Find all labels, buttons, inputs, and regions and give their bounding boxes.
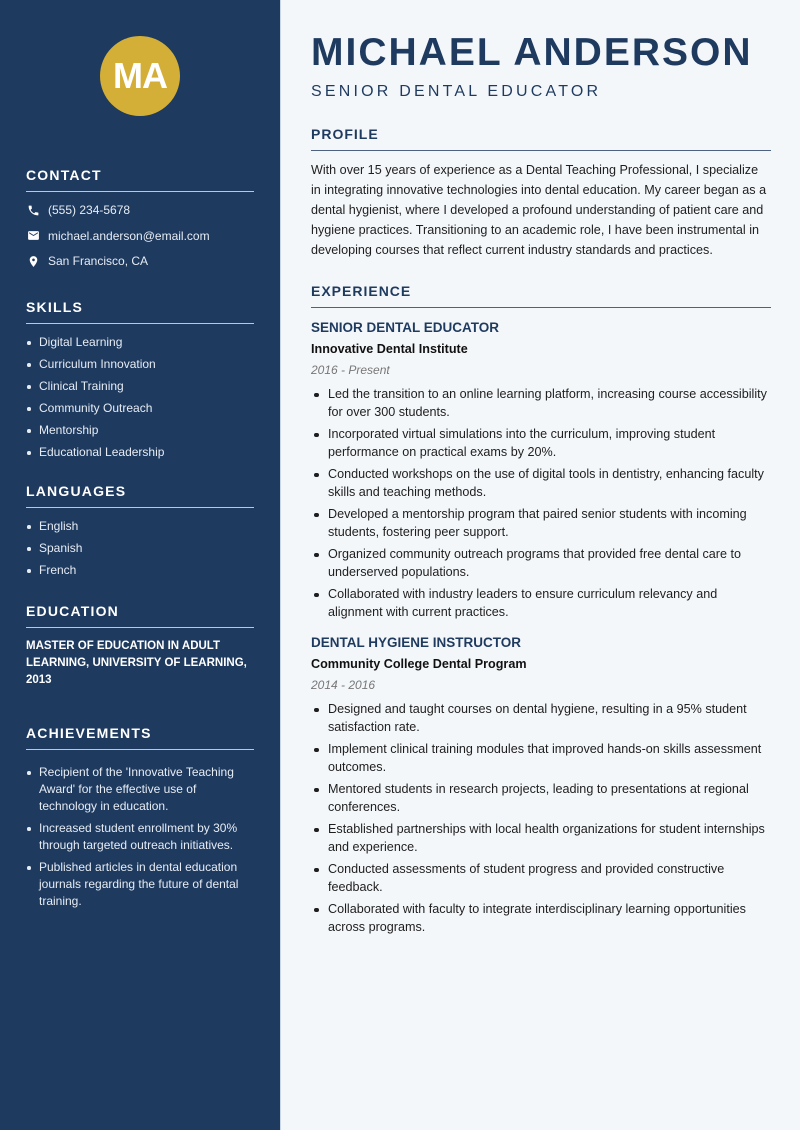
skill-item: Clinical Training (26, 378, 254, 395)
profile-section (311, 126, 771, 260)
job-entry (311, 319, 771, 621)
job-dates: 2014 - 2016 (311, 678, 376, 692)
section-title-experience: EXPERIENCE (311, 283, 771, 308)
section-title-contact: CONTACT (26, 167, 254, 192)
achievements-section (26, 725, 254, 910)
language-item: French (26, 562, 254, 579)
job-bullet: Organized community outreach programs that provided free dental care to underserved populations. (311, 545, 771, 581)
avatar (100, 36, 180, 116)
achievements-list (26, 764, 254, 910)
skill-item: Digital Learning (26, 334, 254, 351)
achievement-item: Published articles in dental education journals regarding the future of dental training. (26, 859, 254, 910)
skills-list (26, 334, 254, 461)
job-bullet: Established partnerships with local health organizations for student internships and experience. (311, 820, 771, 856)
skill-item: Community Outreach (26, 400, 254, 417)
section-title-skills: SKILLS (26, 299, 254, 324)
contact-email (26, 228, 254, 244)
job-bullet: Collaborated with faculty to integrate interdisciplinary learning opportunities across programs. (311, 900, 771, 936)
job-bullet: Collaborated with industry leaders to ensure curriculum relevancy and alignment with current practices. (311, 585, 771, 621)
main-content (280, 0, 800, 1130)
phone-icon (26, 203, 40, 217)
job-bullet: Mentored students in research projects, leading to presentations at regional conferences. (311, 780, 771, 816)
job-title: DENTAL HYGIENE INSTRUCTOR (311, 635, 522, 650)
job-bullet: Incorporated virtual simulations into the curriculum, improving student performance on practical exams by 20%. (311, 425, 771, 461)
job-bullets (311, 700, 771, 936)
email-icon (26, 229, 40, 243)
language-item: English (26, 518, 254, 535)
candidate-name: MICHAEL ANDERSON (311, 31, 753, 74)
job-title: SENIOR DENTAL EDUCATOR (311, 320, 500, 335)
job-bullet: Implement clinical training modules that improved hands-on skills assessment outcomes. (311, 740, 771, 776)
languages-list (26, 518, 254, 579)
job-bullets (311, 385, 771, 621)
contact-location-text: San Francisco, CA (48, 254, 149, 268)
job-entry (311, 634, 771, 936)
education-entry: MASTER OF EDUCATION IN ADULT LEARNING, UNIVERSITY OF LEARNING, 2013 (26, 640, 247, 686)
achievement-item: Increased student enrollment by 30% through targeted outreach initiatives. (26, 820, 254, 854)
job-company: Innovative Dental Institute (311, 342, 468, 356)
profile-summary: With over 15 years of experience as a Dental Teaching Professional, I specialize in integrating innovative technologies into dental education. My career began as a dental hygienist, where I developed a profound understanding of patient care and hygiene practices. Transitioning to an academic role, I have been instrumental in developing courses that reflect current industry standards and practices. (311, 163, 767, 257)
achievement-item: Recipient of the 'Innovative Teaching Award' for the effective use of technology in education. (26, 764, 254, 815)
job-bullet: Led the transition to an online learning platform, increasing course accessibility for over 300 students. (311, 385, 771, 421)
language-item: Spanish (26, 540, 254, 557)
candidate-role: SENIOR DENTAL EDUCATOR (311, 83, 602, 100)
contact-location (26, 253, 254, 269)
section-title-profile: PROFILE (311, 126, 771, 151)
job-bullet: Developed a mentorship program that paired senior students with incoming students, fostering peer support. (311, 505, 771, 541)
job-dates: 2016 - Present (311, 363, 390, 377)
job-bullet: Designed and taught courses on dental hygiene, resulting in a 95% student satisfaction rate. (311, 700, 771, 736)
contact-phone-text: (555) 234-5678 (48, 203, 131, 217)
skill-item: Mentorship (26, 422, 254, 439)
contact-phone (26, 202, 254, 218)
location-pin-icon (26, 254, 40, 268)
skill-item: Curriculum Innovation (26, 356, 254, 373)
education-section (26, 603, 254, 689)
job-company: Community College Dental Program (311, 657, 527, 671)
contact-section (26, 167, 254, 269)
skills-section (26, 299, 254, 461)
job-bullet: Conducted workshops on the use of digital tools in dentistry, enhancing faculty skills and teaching methods. (311, 465, 771, 501)
languages-section (26, 483, 254, 579)
job-bullet: Conducted assessments of student progress and provided constructive feedback. (311, 860, 771, 896)
section-title-education: EDUCATION (26, 603, 254, 628)
sidebar (0, 0, 280, 1130)
experience-section (311, 283, 771, 936)
avatar-initials: MA (113, 55, 167, 96)
section-title-achievements: ACHIEVEMENTS (26, 725, 254, 750)
skill-item: Educational Leadership (26, 444, 254, 461)
contact-email-text: michael.anderson@email.com (48, 228, 210, 243)
section-title-languages: LANGUAGES (26, 483, 254, 508)
